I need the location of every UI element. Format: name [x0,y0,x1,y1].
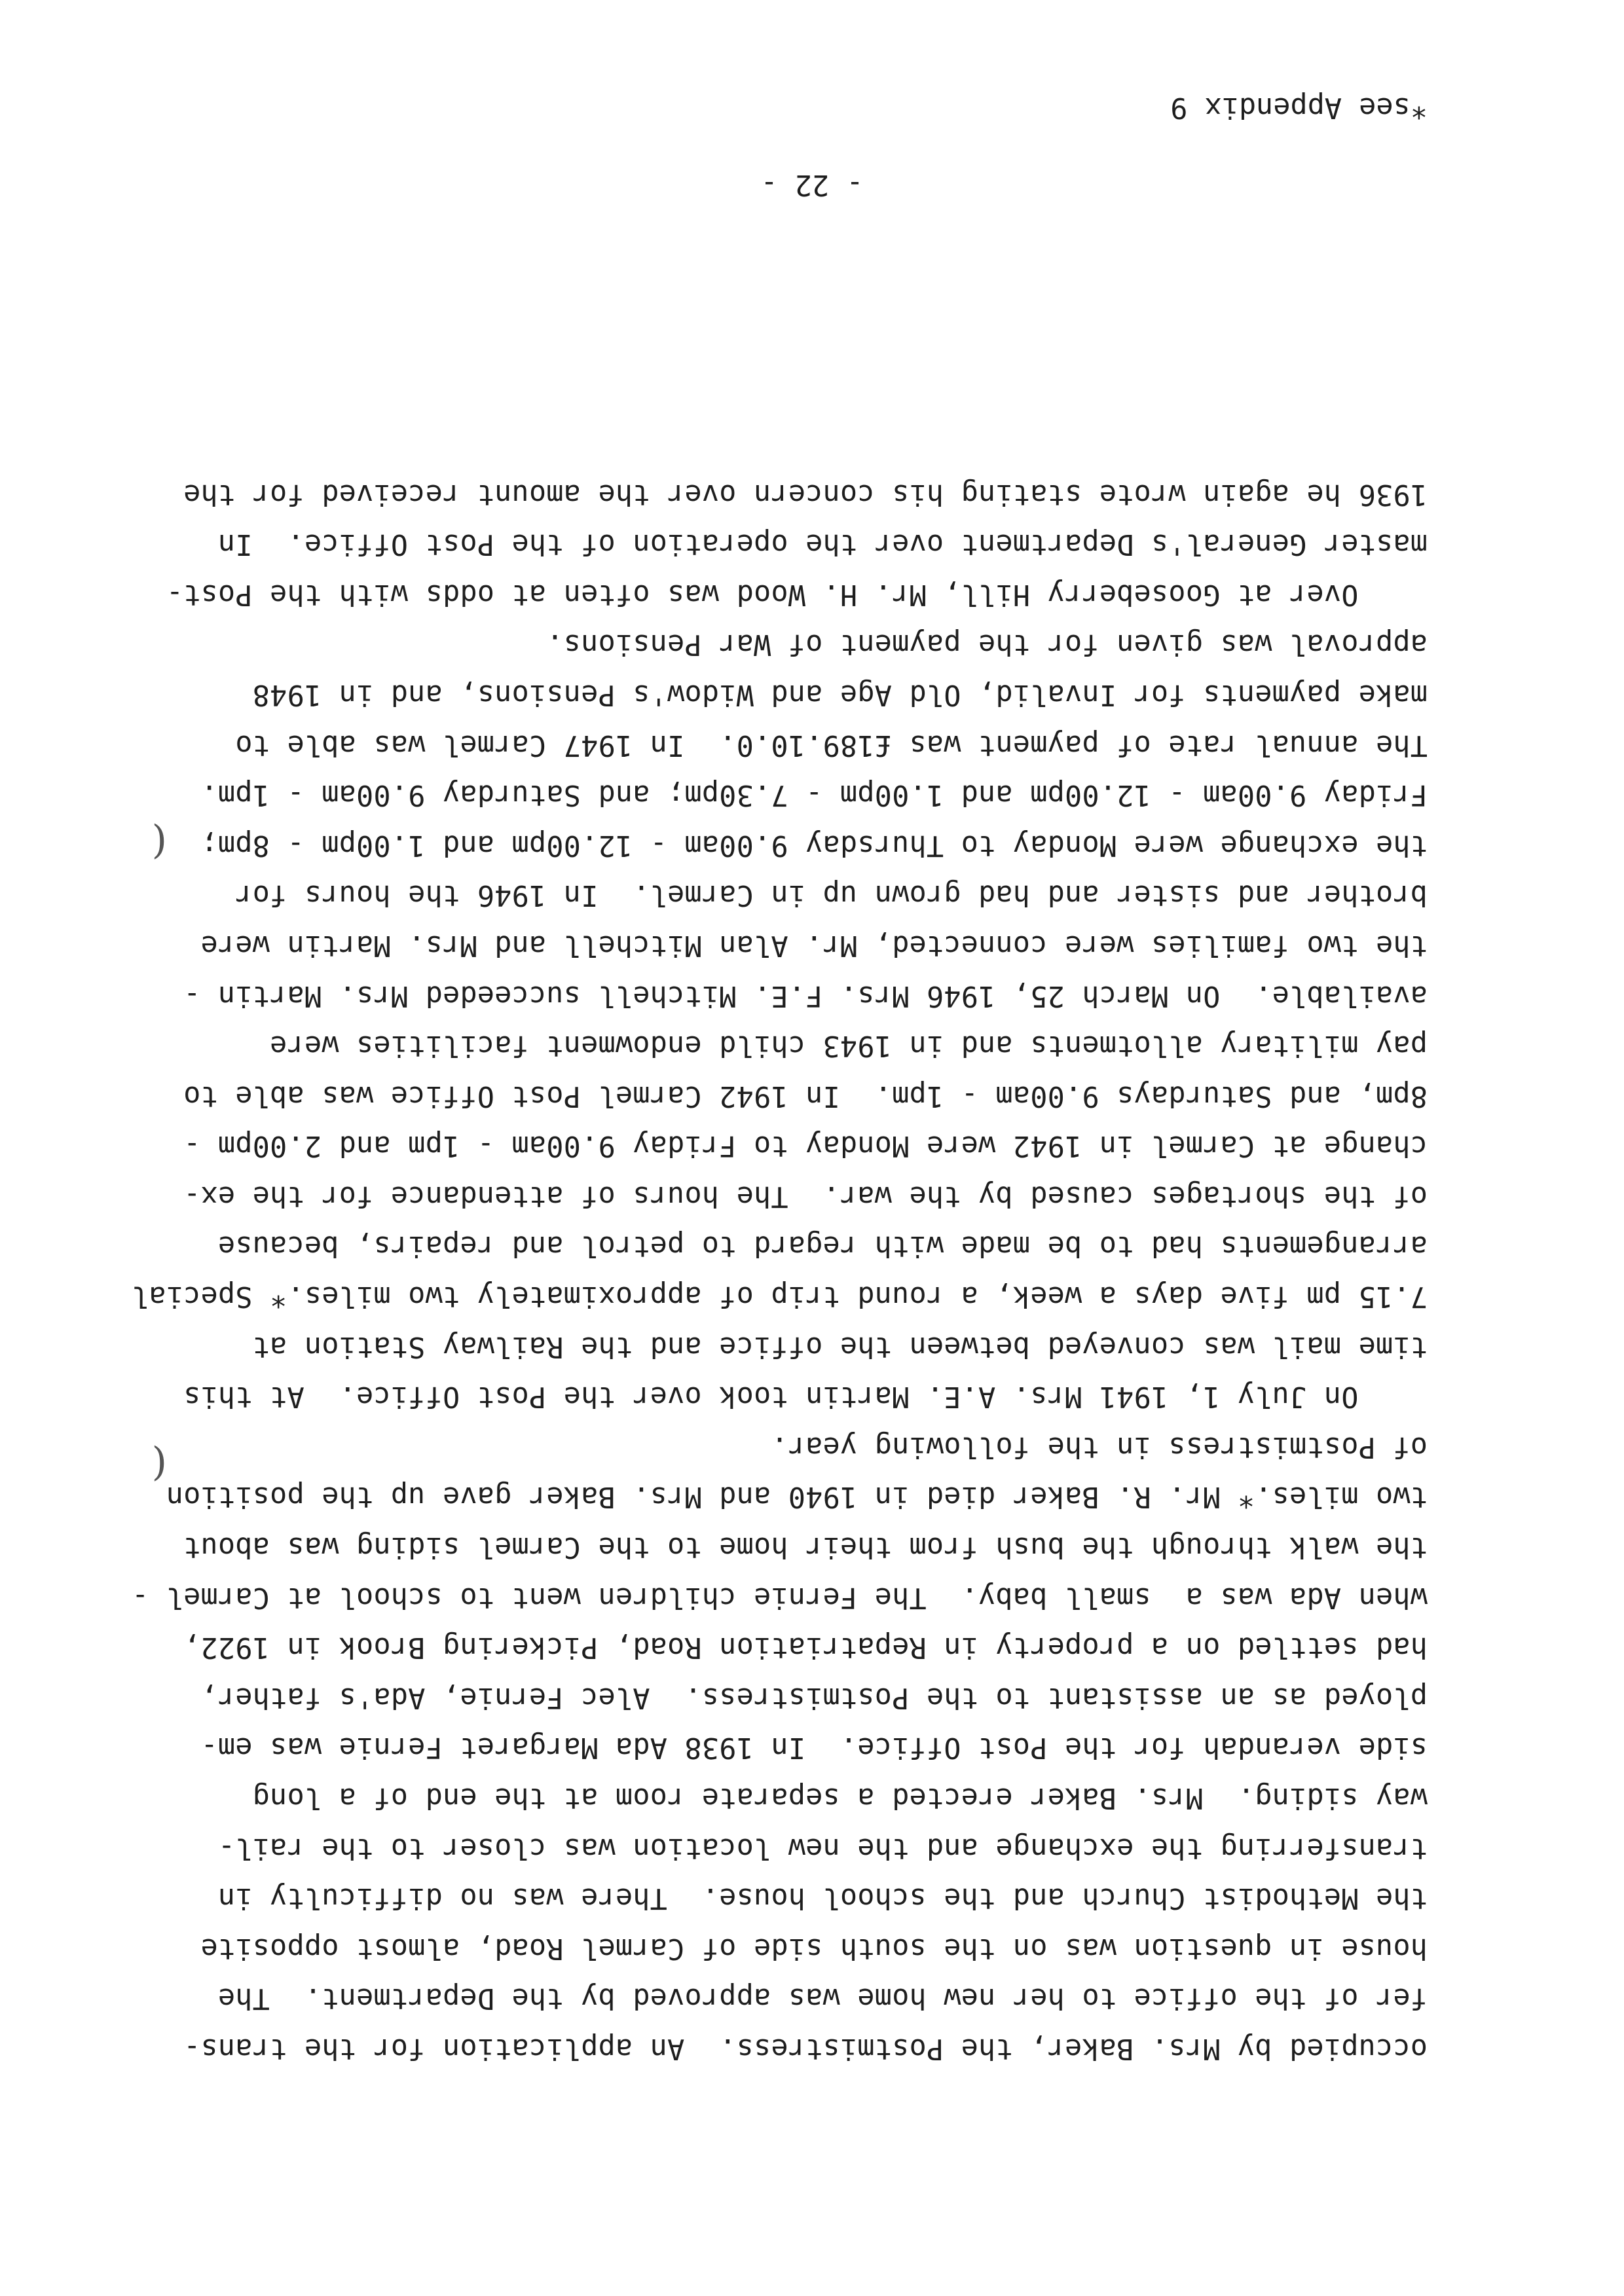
text-line: occupied by Mrs. Baker, the Postmistress. An application for the trans- [183,2032,1428,2065]
text-line: way siding. Mrs. Baker erected a separate room at the end of a long [252,1781,1428,1815]
text-line: transferring the exchange and the new location was closer to the rail- [217,1831,1428,1865]
text-line: the two families were connected, Mr. Alan Mitchell and Mrs. Martin were [200,928,1428,962]
text-line: had settled on a property in Repatriation Road, Pickering Brook in 1922, [183,1631,1428,1664]
text-line: fer of the office to her new home was approved by the Department. The [217,1982,1428,2015]
text-line: of the shortages caused by the war. The hours of attendance for the ex- [183,1179,1428,1212]
text-line: ployed as an assistant to the Postmistress. Alec Fernie, Ada's father, [200,1681,1428,1714]
text-line: side verandah for the Post Office. In 1938 Ada Margaret Fernie was em- [200,1731,1428,1764]
text-line: pay military allotments and in 1943 child endowment facilities were [269,1029,1428,1063]
text-line: change at Carmel in 1942 were Monday to Friday 9.00am - 1pm and 2.00pm - [183,1129,1428,1163]
text-line: brother and sister and had grown up in Carmel. In 1946 the hours for [235,879,1428,912]
text-line: Over at Gooseberry Hill, Mr. H. Wood was often at odds with the Post- [166,577,1428,611]
text-line: make payments for Invalid, Old Age and Widow's Pensions, and in 1948 [252,678,1428,711]
text-line: On July 1, 1941 Mrs. A.E. Martin took over the Post Office. At this [183,1380,1428,1413]
text-line: arrangements had to be made with regard to petrol and repairs, because [217,1230,1428,1263]
text-line: the exchange were Monday to Thursday 9.00am - 12.00pm and 1.00pm - 8pm; [200,828,1428,862]
text-line: when Ada was a small baby. The Fernie children went to school at Carmel - [131,1580,1428,1614]
text-line: 7.15 pm five days a week, a round trip of approximately two miles.* Special [131,1280,1428,1313]
text-line: 8pm, and Saturdays 9.00am - 1pm. In 1942 Carmel Post Office was able to [183,1079,1428,1112]
text-line: master General's Department over the operation of the Post Office. In [217,528,1428,561]
text-line: the Methodist Church and the school house. There was no difficulty in [217,1882,1428,1915]
text-line: available. On March 25, 1946 Mrs. F.E. Mitchell succeeded Mrs. Martin - [183,979,1428,1012]
text-line: 1936 he again wrote stating his concern over the amount received for the [183,477,1428,511]
margin-bracket-mark: ( [151,1442,167,1487]
margin-bracket-mark: ( [151,820,167,866]
footnote: *see Appendix 9 [1170,91,1428,124]
body-text [131,469,1428,2073]
text-line: the walk through the bush from their home to the Carmel siding was about [183,1531,1428,1564]
text-line: house in question was on the south side of Carmel Road, almost opposite [200,1931,1428,1965]
page-number: - 22 - [760,168,864,201]
text-line: two miles.* Mr. R. Baker died in 1940 and Mrs. Baker gave up the position [166,1480,1428,1514]
text-line: Friday 9.00am - 12.00pm and 1.00pm - 7.30pm; and Saturday 9.00am - 1pm. [200,778,1428,812]
text-line: The annual rate of payment was £189.10.0. In 1947 Carmel was able to [235,728,1428,761]
text-line: approval was given for the payment of War Pensions. [546,628,1428,661]
text-line: of Postmistress in the following year. [771,1430,1428,1463]
text-line: time mail was conveyed between the office and the Railway Station at [252,1330,1428,1363]
